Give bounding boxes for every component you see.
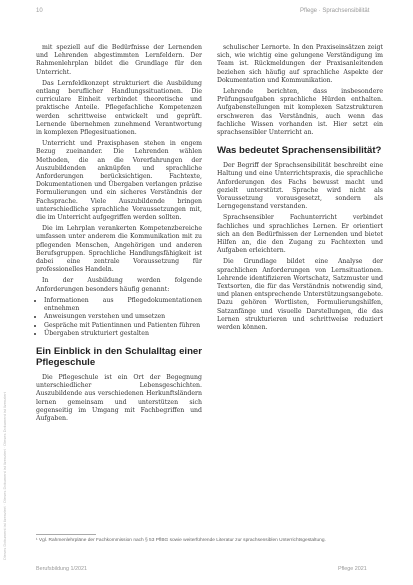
paragraph: In der Ausbildung werden folgende Anforderungen besonders häufig genannt: — [36, 277, 202, 293]
running-head: Pflege · Sprachsensibilität — [300, 8, 370, 14]
list-item: • Gespräche mit Patientinnen und Patienten führen — [44, 322, 202, 330]
footnote-divider — [36, 534, 96, 535]
right-column — [217, 44, 383, 335]
list-item: • Übergaben strukturiert gestalten — [44, 330, 202, 338]
left-column — [36, 44, 202, 426]
license-margin-text: Dieses Dokument ist lizenziert · Dieses Dokument ist lizenziert · Dieses Dokument ist lizenziert — [2, 392, 7, 560]
list-item: • Anweisungen verstehen und umsetzen — [44, 313, 202, 321]
footer-left: Berufsbildung 1/2021 — [36, 566, 87, 572]
page-number: 10 — [36, 8, 43, 14]
bullet-list — [44, 297, 202, 338]
paragraph: Die Grundlage bildet eine Analyse der sprachlichen Anforderungen von Lernsituationen. Lehrende identifizieren Wortschatz, Satzmuster und Textsorten, die für das Verständnis notwendig sind, und planen entsprechende Unterstützungsangebote. Dazu gehören Wortlisten, Formulierungshilfen, Satzanfänge und visuelle Darstellungen, die das Lernen strukturieren und schrittweise reduziert werden können. — [217, 258, 383, 332]
paragraph: Sprachsensibler Fachunterricht verbindet fachliches und sprachliches Lernen. Er orientiert sich an den Bedürfnissen der Lernenden und bietet Hilfen an, die den Zugang zu Fachtexten und Aufgaben erleichtern. — [217, 214, 383, 255]
section-heading: Ein Einblick in den Schulalltag einer Pflegeschule — [36, 345, 202, 368]
footer-right: Pflege 2021 — [338, 566, 367, 572]
paragraph: Die im Lehrplan verankerten Kompetenzbereiche umfassen unter anderem die Kommunikation mit zu pflegenden Menschen, Angehörigen und anderen Berufsgruppen. Sprachliche Handlungsfähigkeit ist dabei eine zentrale Voraussetzung für professionelles Handeln. — [36, 225, 202, 274]
list-item: • Informationen aus Pflegedokumentationen entnehmen — [44, 297, 202, 313]
section-heading: Was bedeutet Sprachensensibilität? — [217, 145, 382, 157]
paragraph: Lehrende berichten, dass insbesondere Prüfungsaufgaben sprachliche Hürden enthalten. Aufgabenstellungen mit komplexen Satzstrukturen erschweren das Verständnis, auch wenn das fachliche Wissen vorhanden ist. Hier setzt ein sprachsensibler Unterricht an. — [217, 88, 383, 137]
paragraph: Das Lernfeldkonzept strukturiert die Ausbildung entlang beruflicher Handlungssituationen. Die curriculare Einheit verbindet theoretische und praktische Anteile. Pflegefachliche Kompetenzen werden schrittweise entwickelt und geprüft. Lernende übernehmen zunehmend Verantwortung in komplexen Pflegesituationen. — [36, 79, 202, 137]
paragraph: mit speziell auf die Bedürfnisse der Lernenden und Lehrenden abgestimmten Lernfeldern. Der Rahmenlehrplan bildet die Grundlage für den Unterricht. — [36, 44, 202, 76]
paragraph: Die Pflegeschule ist ein Ort der Begegnung unterschiedlicher Lebensgeschichten. Auszubildende aus verschiedenen Herkunftsländern lernen gemeinsam und unterstützen sich gegenseitig im Umgang mit Fachbegriffen und Aufgaben. — [36, 373, 202, 422]
paragraph: Unterricht und Praxisphasen stehen in engem Bezug zueinander. Die Lehrenden wählen Methoden, die an die Vorerfahrungen der Auszubildenden anknüpfen und sprachliche Anforderungen berücksichtigen. Fachtexte, Dokumentationen und Übergaben verlangen präzise Formulierungen und ein sicheres Verständnis der Fachsprache. Viele Auszubildende bringen unterschiedliche sprachliche Voraussetzungen mit, die im Unterricht aufgegriffen werden sollten. — [36, 140, 202, 222]
footnote: ¹ Vgl. Rahmenlehrpläne der Fachkommission nach § 53 PflBG sowie weiterführende Literatur zur sprachsensiblen Unterrichtsgestaltung. — [36, 538, 326, 543]
paragraph: Der Begriff der Sprachsensibilität beschreibt eine Haltung und eine Unterrichtspraxis, die sprachliche Anforderungen des Fachs bewusst macht und gezielt unterstützt. Sprache wird nicht als Voraussetzung vorausgesetzt, sondern als Lerngegenstand verstanden. — [217, 162, 383, 211]
paragraph: schulischer Lernorte. In den Praxiseinsätzen zeigt sich, wie wichtig eine gelungene Verständigung im Team ist. Rückmeldungen der Praxisanleitenden beziehen sich häufig auf sprachliche Aspekte der Dokumentation und Kommunikation. — [217, 44, 383, 84]
